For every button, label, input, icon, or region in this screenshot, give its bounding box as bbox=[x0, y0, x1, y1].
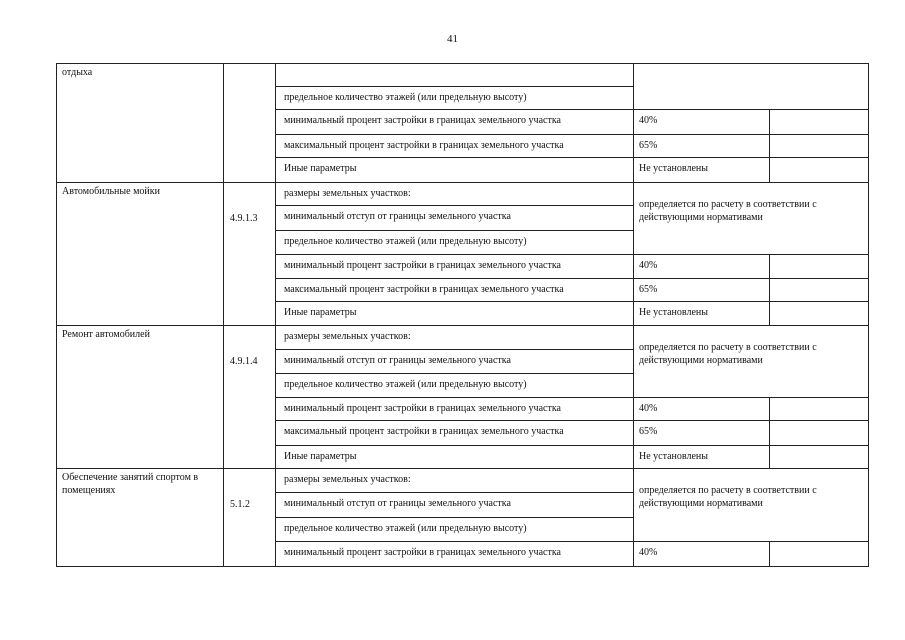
row-divider bbox=[633, 157, 868, 158]
parameter-value: 40% bbox=[639, 547, 658, 558]
section-name: Автомобильные мойки bbox=[62, 186, 160, 197]
parameter-label: максимальный процент застройки в границах земельного участка bbox=[284, 426, 564, 437]
parameter-label: минимальный отступ от границы земельного участка bbox=[284, 355, 511, 366]
row-divider bbox=[633, 541, 868, 542]
section-name: Обеспечение занятий спортом в помещениях bbox=[62, 472, 199, 496]
table-border-bottom bbox=[56, 566, 869, 567]
parameter-label: размеры земельных участков: bbox=[284, 188, 411, 199]
parameter-label: минимальный отступ от границы земельного участка bbox=[284, 211, 511, 222]
parameter-value: Не установлены bbox=[639, 451, 708, 462]
parameter-label: предельное количество этажей (или предельную высоту) bbox=[284, 92, 527, 103]
value-column-divider bbox=[769, 134, 770, 157]
table-border-left bbox=[56, 63, 57, 567]
parameter-label: предельное количество этажей (или предельную высоту) bbox=[284, 236, 527, 247]
parameter-value: 65% bbox=[639, 140, 658, 151]
parameter-label: максимальный процент застройки в границах земельного участка bbox=[284, 284, 564, 295]
row-divider bbox=[275, 230, 633, 231]
row-divider bbox=[633, 445, 868, 446]
parameter-label: предельное количество этажей (или предельную высоту) bbox=[284, 523, 527, 534]
row-divider bbox=[633, 278, 868, 279]
parameter-value: Не установлены bbox=[639, 163, 708, 174]
row-divider bbox=[275, 517, 633, 518]
regulations-table bbox=[56, 63, 868, 566]
section-code: 4.9.1.4 bbox=[230, 356, 258, 367]
row-divider bbox=[275, 134, 633, 135]
value-column-divider bbox=[769, 397, 770, 420]
parameter-label: максимальный процент застройки в границах земельного участка bbox=[284, 140, 564, 151]
parameter-value: 40% bbox=[639, 403, 658, 414]
parameter-label: минимальный процент застройки в границах земельного участка bbox=[284, 115, 561, 126]
parameter-label: размеры земельных участков: bbox=[284, 331, 411, 342]
row-divider bbox=[275, 445, 633, 446]
page-number: 41 bbox=[447, 33, 458, 45]
table-border-top bbox=[56, 63, 868, 64]
row-divider bbox=[275, 109, 633, 110]
value-column-divider bbox=[769, 278, 770, 301]
row-divider bbox=[275, 278, 633, 279]
section-divider bbox=[56, 468, 868, 469]
row-divider bbox=[275, 492, 633, 493]
section-divider bbox=[56, 182, 868, 183]
parameter-label: минимальный процент застройки в границах земельного участка bbox=[284, 547, 561, 558]
column-divider bbox=[223, 63, 224, 566]
row-divider bbox=[275, 420, 633, 421]
row-divider bbox=[275, 541, 633, 542]
value-column-divider bbox=[769, 541, 770, 566]
row-divider bbox=[275, 301, 633, 302]
section-divider bbox=[56, 325, 868, 326]
parameter-value: 65% bbox=[639, 284, 658, 295]
merged-value: определяется по расчету в соответствии с действующими нормативами bbox=[639, 199, 817, 223]
column-divider bbox=[633, 63, 634, 566]
section-name: отдыха bbox=[62, 67, 93, 78]
row-divider bbox=[633, 397, 868, 398]
parameter-label: Иные параметры bbox=[284, 163, 357, 174]
row-divider bbox=[275, 349, 633, 350]
parameter-label: предельное количество этажей (или предельную высоту) bbox=[284, 379, 527, 390]
value-column-divider bbox=[769, 301, 770, 325]
parameter-value: 65% bbox=[639, 426, 658, 437]
parameter-label: Иные параметры bbox=[284, 307, 357, 318]
row-divider bbox=[275, 205, 633, 206]
section-code: 5.1.2 bbox=[230, 499, 250, 510]
section-code: 4.9.1.3 bbox=[230, 213, 258, 224]
column-divider bbox=[275, 63, 276, 566]
row-divider bbox=[633, 254, 868, 255]
row-divider bbox=[633, 420, 868, 421]
row-divider bbox=[633, 109, 868, 110]
parameter-value: 40% bbox=[639, 260, 658, 271]
row-divider bbox=[275, 157, 633, 158]
row-divider bbox=[275, 86, 633, 87]
parameter-label: Иные параметры bbox=[284, 451, 357, 462]
parameter-label: размеры земельных участков: bbox=[284, 474, 411, 485]
value-column-divider bbox=[769, 445, 770, 468]
row-divider bbox=[275, 397, 633, 398]
merged-value: определяется по расчету в соответствии с действующими нормативами bbox=[639, 342, 817, 366]
row-divider bbox=[633, 301, 868, 302]
row-divider bbox=[275, 254, 633, 255]
row-divider bbox=[275, 373, 633, 374]
parameter-label: минимальный отступ от границы земельного участка bbox=[284, 498, 511, 509]
value-column-divider bbox=[769, 109, 770, 134]
row-divider bbox=[633, 134, 868, 135]
merged-value: определяется по расчету в соответствии с действующими нормативами bbox=[639, 485, 817, 509]
table-border-right bbox=[868, 63, 869, 567]
value-column-divider bbox=[769, 157, 770, 182]
parameter-label: минимальный процент застройки в границах земельного участка bbox=[284, 260, 561, 271]
section-name: Ремонт автомобилей bbox=[62, 329, 150, 340]
parameter-label: минимальный процент застройки в границах земельного участка bbox=[284, 403, 561, 414]
parameter-value: Не установлены bbox=[639, 307, 708, 318]
value-column-divider bbox=[769, 420, 770, 445]
parameter-value: 40% bbox=[639, 115, 658, 126]
value-column-divider bbox=[769, 254, 770, 278]
